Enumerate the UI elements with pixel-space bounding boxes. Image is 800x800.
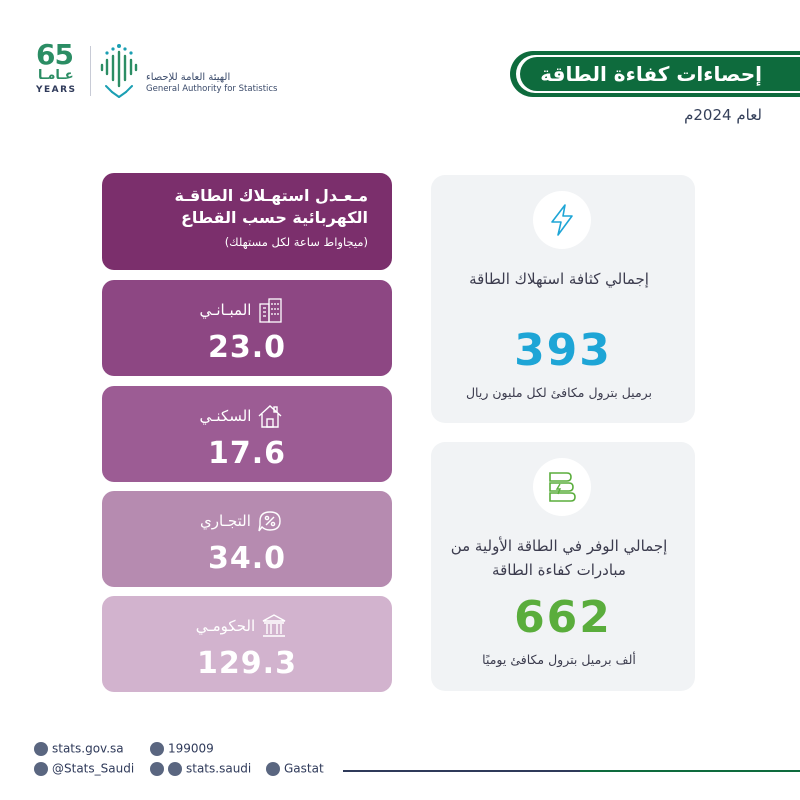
title-banner bbox=[510, 51, 800, 97]
intensity-value: 393 bbox=[514, 325, 612, 376]
footer-social[interactable]: stats.saudi bbox=[150, 761, 251, 776]
sector-value: 17.6 bbox=[207, 436, 287, 471]
sector-commercial bbox=[102, 491, 392, 587]
phone-icon bbox=[150, 742, 164, 756]
heading-line1: مـعـدل استهـلاك الطاقـة bbox=[174, 186, 368, 205]
sector-value: 23.0 bbox=[207, 330, 287, 365]
facebook-icon bbox=[168, 762, 182, 776]
authority-english: General Authority for Statistics bbox=[146, 84, 278, 94]
heading-unit: (ميجاواط ساعة لكل مستهلك) bbox=[224, 235, 368, 249]
logo-divider bbox=[90, 46, 91, 96]
percent-tag-icon bbox=[256, 507, 284, 535]
linkedin-icon bbox=[266, 762, 280, 776]
sector-value: 129.3 bbox=[197, 646, 297, 681]
house-icon bbox=[256, 402, 284, 430]
savings-value: 662 bbox=[514, 592, 612, 643]
icon-circle bbox=[533, 458, 591, 516]
energy-savings-card bbox=[431, 442, 695, 691]
intensity-label: إجمالي كثافة استهلاك الطاقة bbox=[469, 270, 649, 288]
sector-name: الحكومـي bbox=[195, 617, 256, 635]
consumption-rate-heading bbox=[102, 173, 392, 270]
energy-intensity-card bbox=[431, 175, 695, 423]
sector-name: المبـانـي bbox=[199, 301, 252, 319]
building-icon bbox=[257, 296, 285, 324]
sector-residential bbox=[102, 386, 392, 482]
savings-label: إجمالي الوفر في الطاقة الأولية من مبادرات كفاءة الطاقة bbox=[450, 537, 668, 579]
authority-name bbox=[146, 72, 278, 94]
anniversary-logo bbox=[34, 38, 86, 100]
footer-twitter[interactable]: @Stats_Saudi bbox=[34, 761, 134, 776]
authority-arabic: الهيئة العامة للإحصاء bbox=[146, 72, 231, 83]
sector-buildings bbox=[102, 280, 392, 376]
anniversary-arabic: عـامـا bbox=[38, 68, 74, 83]
globe-icon bbox=[34, 742, 48, 756]
government-building-icon bbox=[260, 612, 288, 640]
gastat-logo-icon bbox=[98, 42, 140, 100]
energy-efficiency-icon bbox=[547, 470, 579, 504]
sector-name: السكنـي bbox=[199, 407, 252, 425]
intensity-unit: برميل بترول مكافئ لكل مليون ريال bbox=[465, 385, 653, 400]
sector-name: التجـاري bbox=[200, 512, 251, 530]
footer-website[interactable]: stats.gov.sa bbox=[34, 741, 124, 756]
footer-linkedin[interactable]: Gastat bbox=[266, 761, 324, 776]
heading-line2: الكهربائية حسب القطاع bbox=[181, 208, 368, 227]
page-title: إحصاءات كفاءة الطاقة bbox=[540, 62, 762, 86]
lightning-icon bbox=[547, 203, 577, 237]
anniversary-years: YEARS bbox=[36, 85, 77, 95]
x-icon bbox=[34, 762, 48, 776]
savings-unit: ألف برميل بترول مكافئ يوميًا bbox=[482, 652, 636, 667]
icon-circle bbox=[533, 191, 591, 249]
sector-value: 34.0 bbox=[207, 541, 287, 576]
sector-government bbox=[102, 596, 392, 692]
footer-rule bbox=[343, 770, 800, 772]
footer-phone[interactable]: 199009 bbox=[150, 741, 214, 756]
report-year: لعام 2024م bbox=[684, 106, 762, 124]
instagram-icon bbox=[150, 762, 164, 776]
anniversary-number: 65 bbox=[36, 38, 73, 71]
